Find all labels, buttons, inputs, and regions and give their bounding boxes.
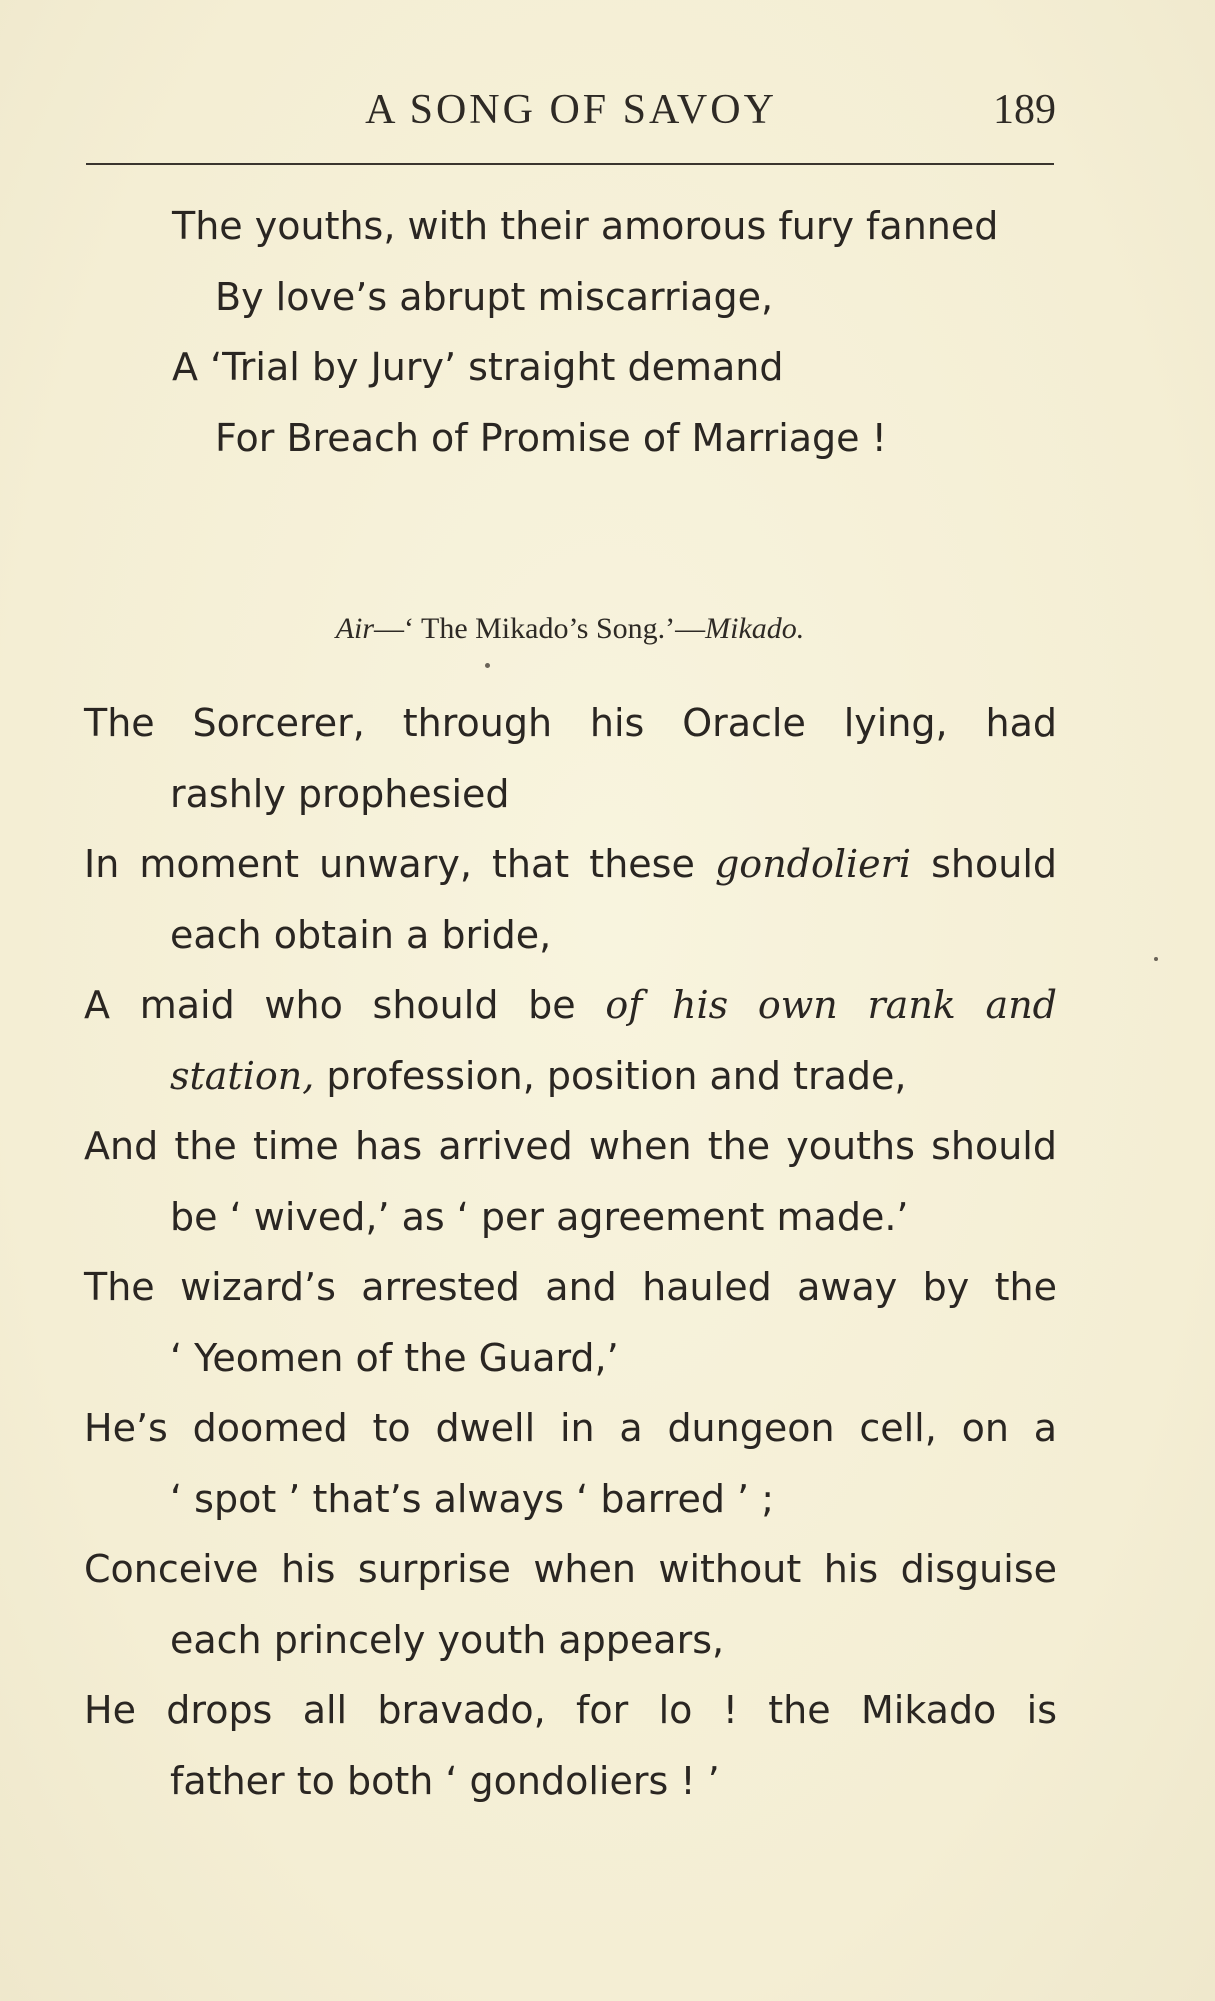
air-prefix: Air (335, 612, 375, 645)
stanza2-line15: He drops all bravado, for lo ! the Mikado is (84, 1688, 1057, 1732)
running-title: A SONG OF SAVOY (365, 87, 777, 133)
header-rule (86, 163, 1054, 165)
stanza2-line12: ‘ spot ’ that’s always ‘ barred ’ ; (170, 1477, 775, 1521)
stanza2-line6-italic: station, (170, 1054, 315, 1098)
stanza2-line9: The wizard’s arrested and hauled away by the (84, 1265, 1057, 1309)
stanza2-line3-a: In moment unwary, that these (84, 842, 715, 886)
stanza1-line1: The youths, with their amorous fury fanned (172, 204, 999, 248)
stanza2-line5 (84, 983, 1057, 1027)
stanza2-line16: father to both ‘ gondoliers ! ’ (170, 1759, 720, 1803)
air-song: ‘ The Mikado’s Song.’— (404, 612, 706, 645)
stanza2-line4: each obtain a bride, (170, 913, 552, 957)
air-dash: — (374, 612, 405, 645)
stanza2-line14: each princely youth appears, (170, 1618, 725, 1662)
stanza2-line5-a: A maid who should be (84, 983, 606, 1027)
page-number: 189 (993, 87, 1056, 133)
stanza2-line6 (170, 1054, 906, 1098)
stanza2-line1: The Sorcerer, through his Oracle lying, had (84, 701, 1057, 745)
stanza2-line2: rashly prophesied (170, 772, 510, 816)
stanza2-line10: ‘ Yeomen of the Guard,’ (170, 1336, 619, 1380)
air-heading (0, 612, 1140, 646)
stanza1-line3: A ‘Trial by Jury’ straight demand (172, 345, 784, 389)
running-head (86, 86, 1056, 136)
stanza2-line6-b: profession, position and trade, (314, 1054, 907, 1098)
print-speck (1154, 957, 1158, 961)
stanza1-line2: By love’s abrupt miscarriage, (215, 275, 774, 319)
stanza2-line13: Conceive his surprise when without his disguise (84, 1547, 1057, 1591)
stanza2-line11: He’s doomed to dwell in a dungeon cell, on a (84, 1406, 1057, 1450)
stanza2-line3-c: should (910, 842, 1057, 886)
stanza2-line8: be ‘ wived,’ as ‘ per agreement made.’ (170, 1195, 909, 1239)
stanza2-line7: And the time has arrived when the youths should (84, 1124, 1057, 1168)
air-opera: Mikado. (705, 612, 805, 645)
stanza2-line3-italic: gondolieri (714, 842, 911, 886)
stanza2-line3 (84, 842, 1057, 886)
print-speck (485, 663, 490, 668)
stanza1-line4: For Breach of Promise of Marriage ! (215, 416, 887, 460)
stanza2-line5-italic: of his own rank and (605, 983, 1057, 1027)
